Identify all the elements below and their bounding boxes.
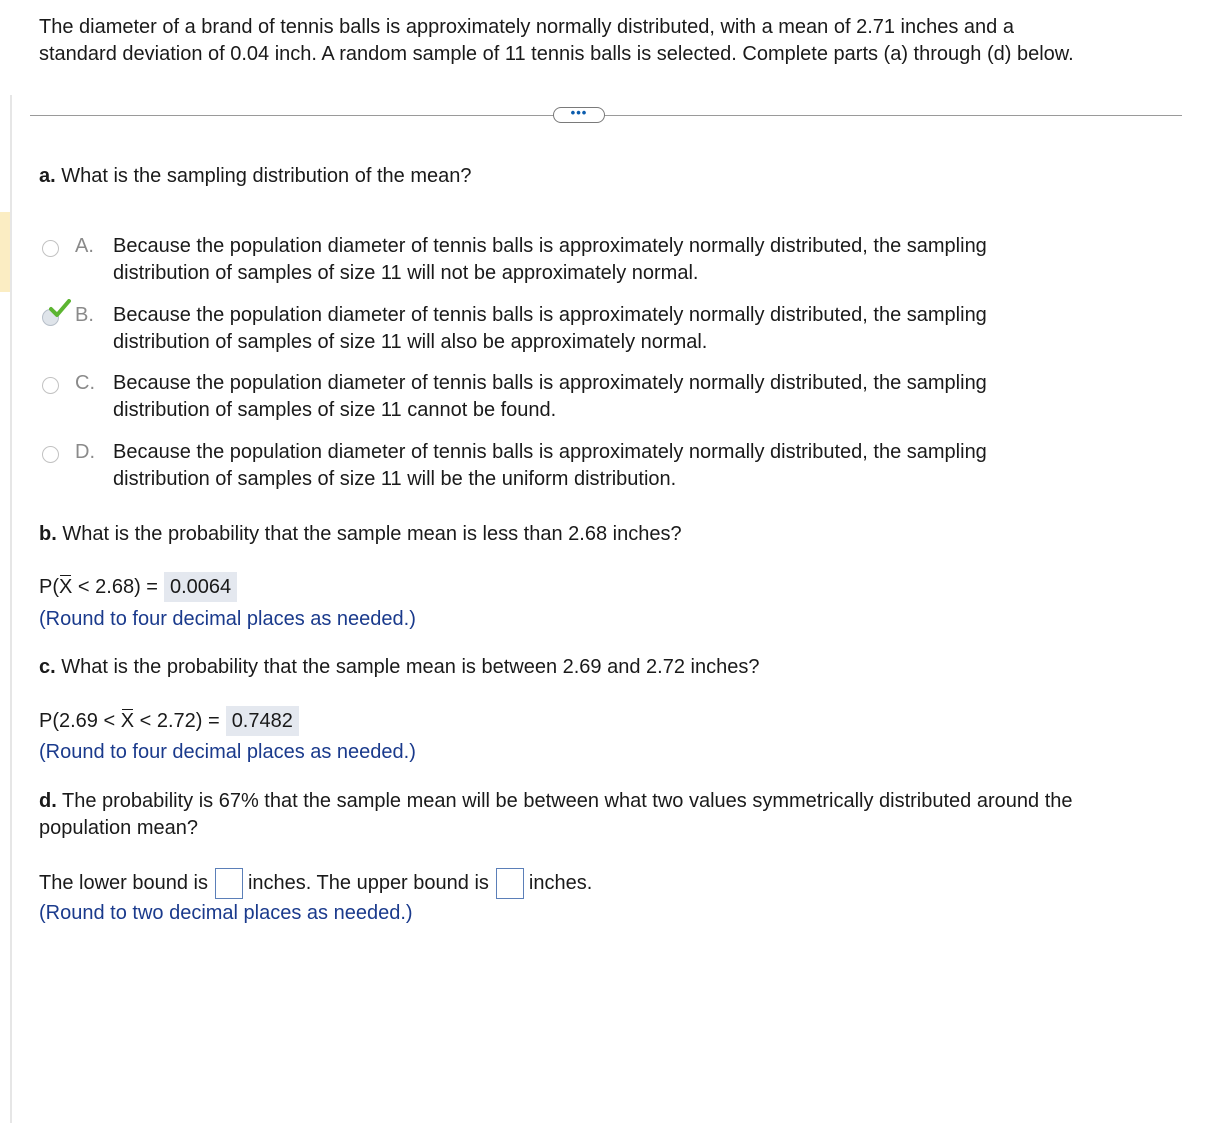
correct-check-icon	[49, 299, 71, 319]
divider	[30, 115, 1182, 116]
option-c[interactable]: C. Because the population diameter of tennis balls is approximately normally distributed, the sampling distribution of samples of size 11 cannot be found.	[42, 370, 1142, 426]
part-d-question: d. The probability is 67% that the sample mean will be between what two values symmetrically distributed around the population mean?	[39, 790, 1073, 839]
part-c-equation: P(2.69 < X < 2.72) = 0.7482	[39, 706, 299, 736]
radio-c[interactable]	[42, 377, 59, 394]
option-b[interactable]: B. Because the population diameter of tennis balls is approximately normally distributed, the sampling distribution of samples of size 11 will also be approximately normal.	[42, 302, 1142, 358]
current-question-marker	[0, 212, 10, 292]
part-b-equation: P( X < 2.68) = 0.0064	[39, 572, 237, 602]
upper-bound-input[interactable]	[496, 868, 524, 899]
part-c-answer[interactable]: 0.7482	[226, 706, 299, 736]
radio-a[interactable]	[42, 240, 59, 257]
part-c-hint: (Round to four decimal places as needed.)	[39, 741, 416, 763]
lower-bound-input[interactable]	[215, 868, 243, 899]
part-d-answer-row: The lower bound is inches. The upper bound is inches.	[39, 868, 592, 899]
part-b-hint: (Round to four decimal places as needed.)	[39, 608, 416, 630]
option-d[interactable]: D. Because the population diameter of tennis balls is approximately normally distributed, the sampling distribution of samples of size 11 will be the uniform distribution.	[42, 439, 1142, 495]
show-more-button[interactable]: •••	[553, 107, 605, 123]
part-b-answer[interactable]: 0.0064	[164, 572, 237, 602]
problem-statement: The diameter of a brand of tennis balls is approximately normally distributed, with a mean of 2.71 inches and a standard deviation of 0.04 inch. A random sample of 11 tennis balls is selected. Complete parts (a) through (d) below.	[39, 16, 1074, 65]
option-a[interactable]: A. Because the population diameter of tennis balls is approximately normally distributed, the sampling distribution of samples of size 11 will not be approximately normal.	[42, 233, 1142, 289]
part-d-hint: (Round to two decimal places as needed.)	[39, 902, 413, 924]
part-b-question: b. What is the probability that the sample mean is less than 2.68 inches?	[39, 523, 682, 545]
left-rule	[10, 95, 12, 1123]
part-a-question: a. What is the sampling distribution of the mean?	[39, 165, 472, 187]
radio-d[interactable]	[42, 446, 59, 463]
part-c-question: c. What is the probability that the sample mean is between 2.69 and 2.72 inches?	[39, 656, 760, 678]
